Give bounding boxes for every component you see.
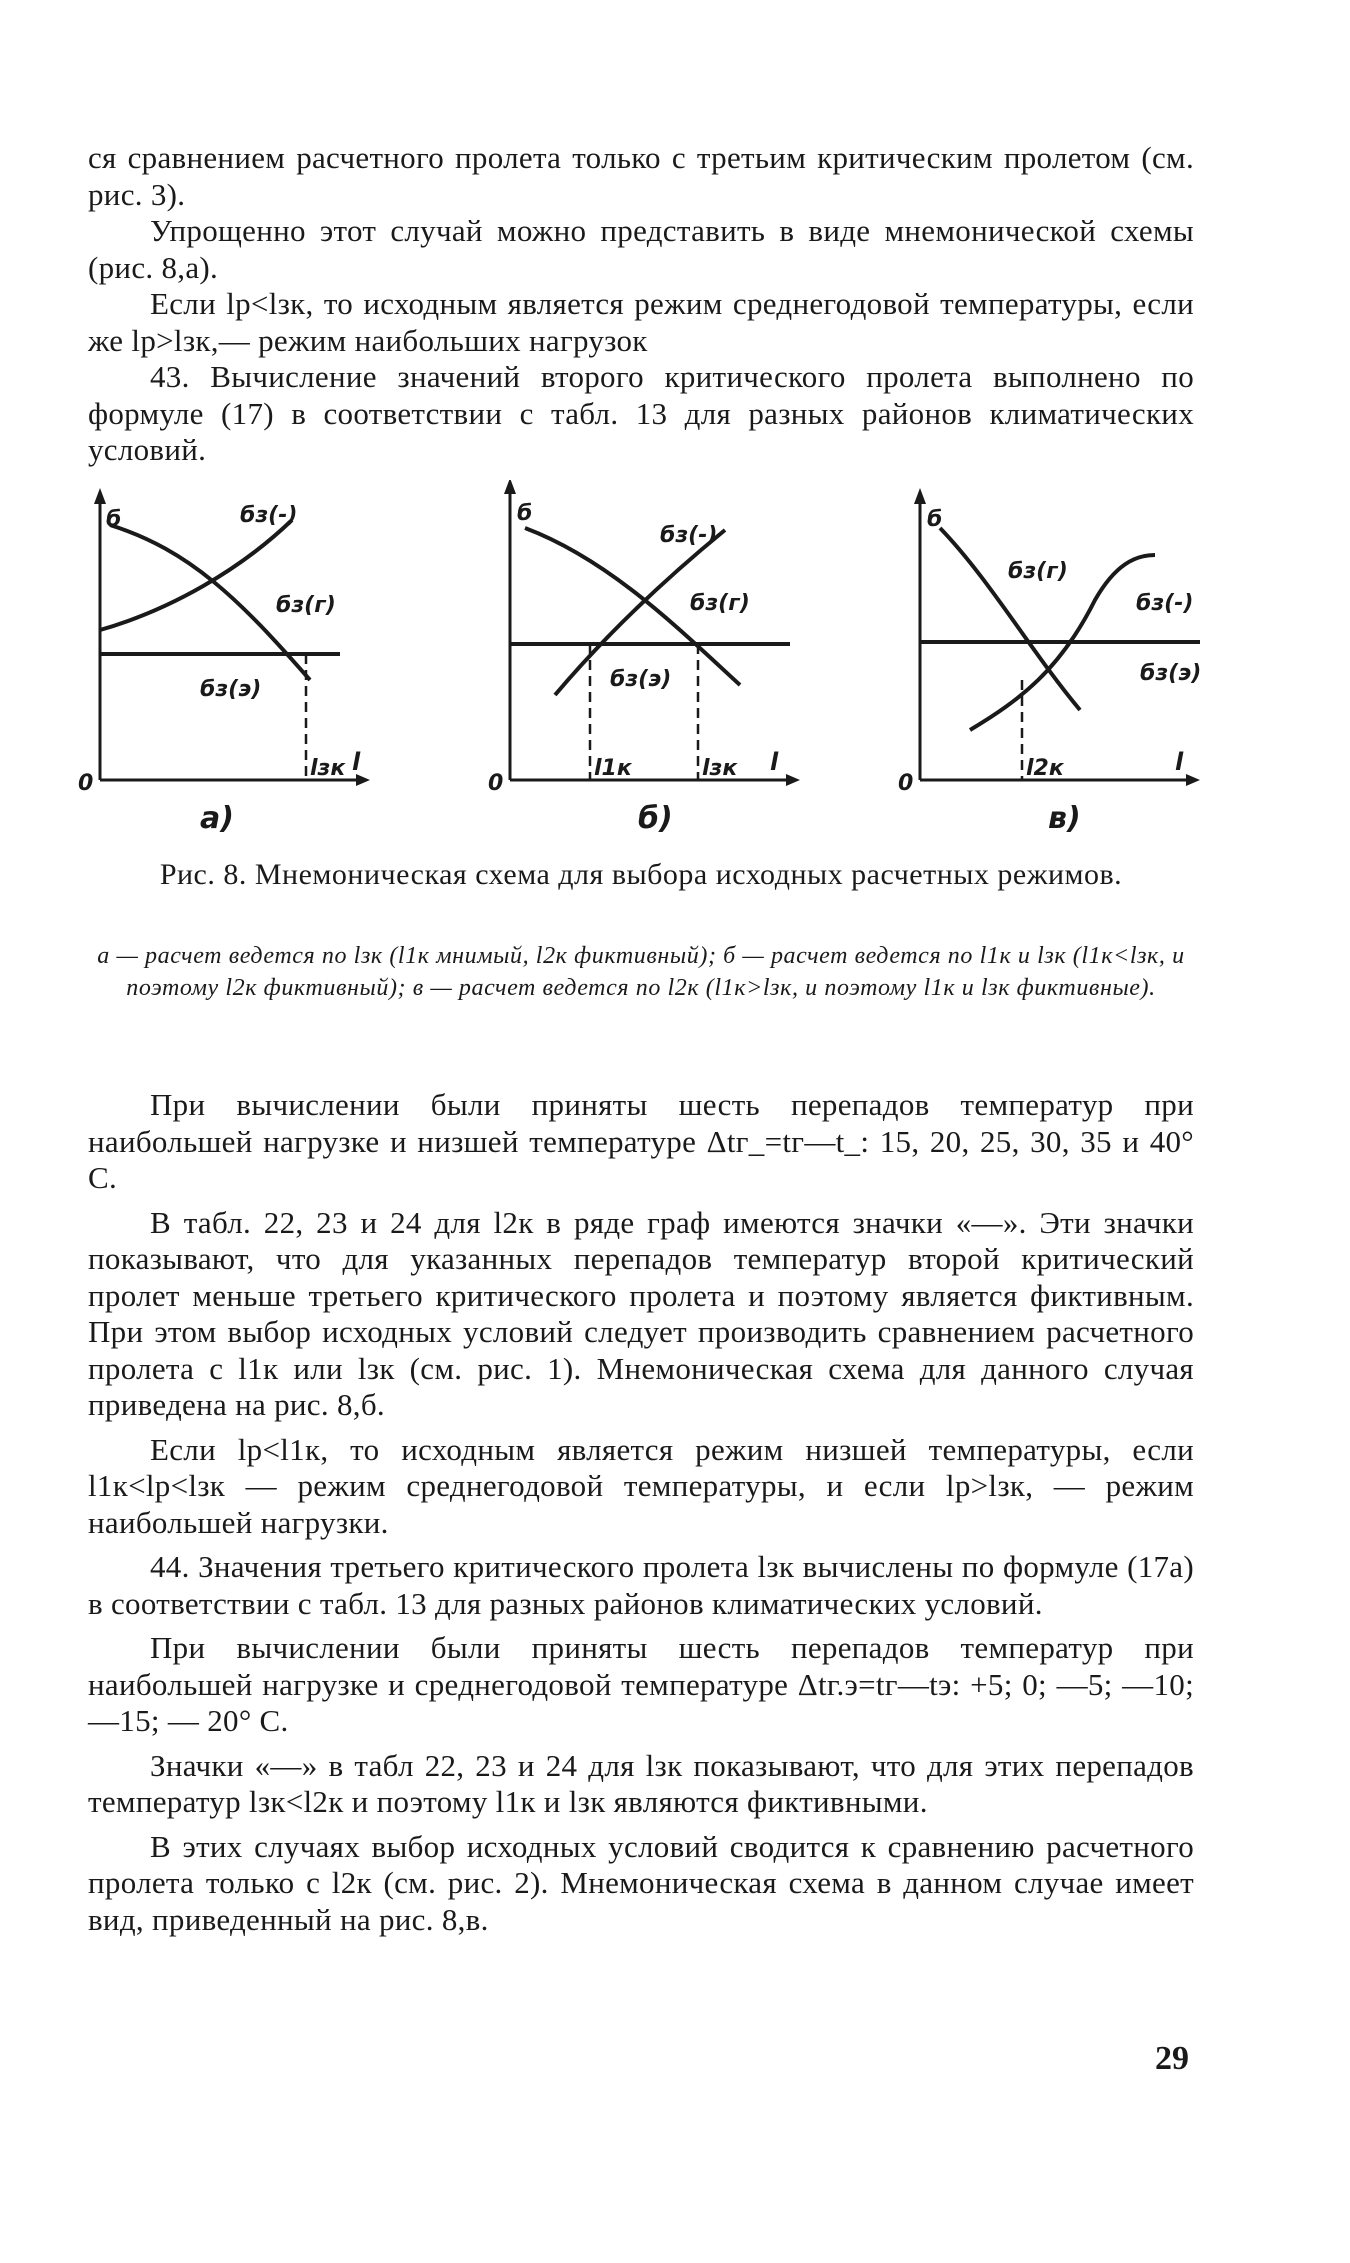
- curve-label: бз(-): [240, 503, 298, 528]
- origin-label: 0: [488, 771, 504, 796]
- paragraph: Упрощенно этот случай можно представить в виде мнемонической схемы (рис. 8,а).: [88, 213, 1194, 285]
- axis-y-label: б: [927, 507, 943, 532]
- paragraph: Если lр<l1к, то исходным является режим низшей температуры, если l1к<lр<lзк — режим среднегодовой температуры, и если lр>lзк, — режим наибольшей нагрузки.: [88, 1431, 1194, 1540]
- y-axis-arrow: [504, 480, 516, 494]
- origin-label: 0: [78, 771, 94, 796]
- curve-label: бз(э): [200, 677, 262, 702]
- figure-panel-v: [898, 488, 1201, 836]
- span-label: l1к: [594, 756, 632, 781]
- paragraph: Если lр<lзк, то исходным является режим среднегодовой температуры, если же lр>lзк,— режим наибольших нагрузок: [88, 286, 1194, 358]
- text-block-top: [88, 140, 1194, 469]
- axis-y-label: б: [106, 507, 122, 532]
- curve-label: бз(-): [1136, 591, 1194, 616]
- figure-panel-a: [78, 488, 370, 836]
- paragraph: 43. Вычисление значений второго критического пролета выполнено по формуле (17) в соответствии с табл. 13 для разных районов климатических условий.: [88, 359, 1194, 467]
- text-block-bottom: [88, 1087, 1194, 1938]
- origin-label: 0: [898, 771, 914, 796]
- panel-label: в): [1048, 801, 1081, 836]
- curve-sigma-g: [940, 528, 1080, 710]
- paragraph: Значки «—» в табл 22, 23 и 24 для lзк показывают, что для этих перепадов температур lзк<l2к и поэтому l1к и lзк являются фиктивными.: [88, 1747, 1194, 1819]
- curve-label: бз(-): [660, 523, 718, 548]
- page-number: 29: [1155, 2040, 1189, 2077]
- paragraph: В этих случаях выбор исходных условий сводится к сравнению расчетного пролета только с l2к (см. рис. 2). Мнемоническая схема в данном случае имеет вид, приведенный на рис. 8,в.: [88, 1828, 1194, 1937]
- y-axis-arrow: [94, 488, 106, 504]
- curve-sigma-minus: [100, 520, 292, 630]
- paragraph: При вычислении были приняты шесть перепадов температур при наибольшей нагрузке и низшей температуре Δtг_=tг—t_: 15, 20, 25, 30, 35 и 40° С.: [88, 1087, 1194, 1195]
- x-axis-arrow: [786, 774, 800, 786]
- y-axis-arrow: [914, 488, 926, 504]
- axis-x-label: l: [352, 748, 361, 776]
- figure-panel-b: [488, 480, 800, 836]
- curve-label: бз(э): [1140, 661, 1202, 686]
- axis-y-label: б: [517, 501, 533, 526]
- figure-8-diagrams: [70, 480, 1210, 840]
- span-label: lзк: [310, 756, 346, 781]
- curve-label: бз(г): [690, 591, 750, 616]
- span-label: lзк: [702, 756, 738, 781]
- axis-x-label: l: [1175, 748, 1184, 776]
- curve-label: бз(г): [1008, 559, 1068, 584]
- paragraph: 44. Значения третьего критического пролета lзк вычислены по формуле (17а) в соответствии с табл. 13 для разных районов климатических условий.: [88, 1549, 1194, 1621]
- panel-label: б): [638, 801, 673, 836]
- paragraph: В табл. 22, 23 и 24 для l2к в ряде граф имеются значки «—». Эти значки показывают, что для указанных перепадов температур второй критический пролет меньше третьего критического пролета и поэтому является фиктивным. При этом выбор исходных условий следует производить сравнением расчетного пролета с l1к или lзк (см. рис. 1). Мнемоническая схема для данного случая приведена на рис. 8,б.: [88, 1204, 1194, 1422]
- paragraph: При вычислении были приняты шесть перепадов температур при наибольшей нагрузке и среднегодовой температуре Δtг.э=tг—tэ: +5; 0; —5; —10; —15; — 20° С.: [88, 1630, 1194, 1738]
- panel-label: а): [200, 801, 234, 836]
- axis-x-label: l: [770, 748, 779, 776]
- curve-label: бз(э): [610, 667, 672, 692]
- figure-caption-title: Рис. 8. Мнемоническая схема для выбора исходных расчетных режимов.: [159, 858, 1123, 891]
- curve-label: бз(г): [276, 593, 336, 618]
- paragraph: ся сравнением расчетного пролета только с третьим критическим пролетом (см. рис. 3).: [88, 140, 1194, 212]
- x-axis-arrow: [1186, 774, 1200, 786]
- figure-caption-legend: а — расчет ведется по lзк (l1к мнимый, l2к фиктивный); б — расчет ведется по l1к и lзк (l1к<lзк, и поэтому l2к фиктивный); в — расчет ведется по l2к (l1к>lзк, и поэтому l1к и lзк фиктивные).: [97, 943, 1185, 1001]
- span-label: l2к: [1026, 756, 1064, 781]
